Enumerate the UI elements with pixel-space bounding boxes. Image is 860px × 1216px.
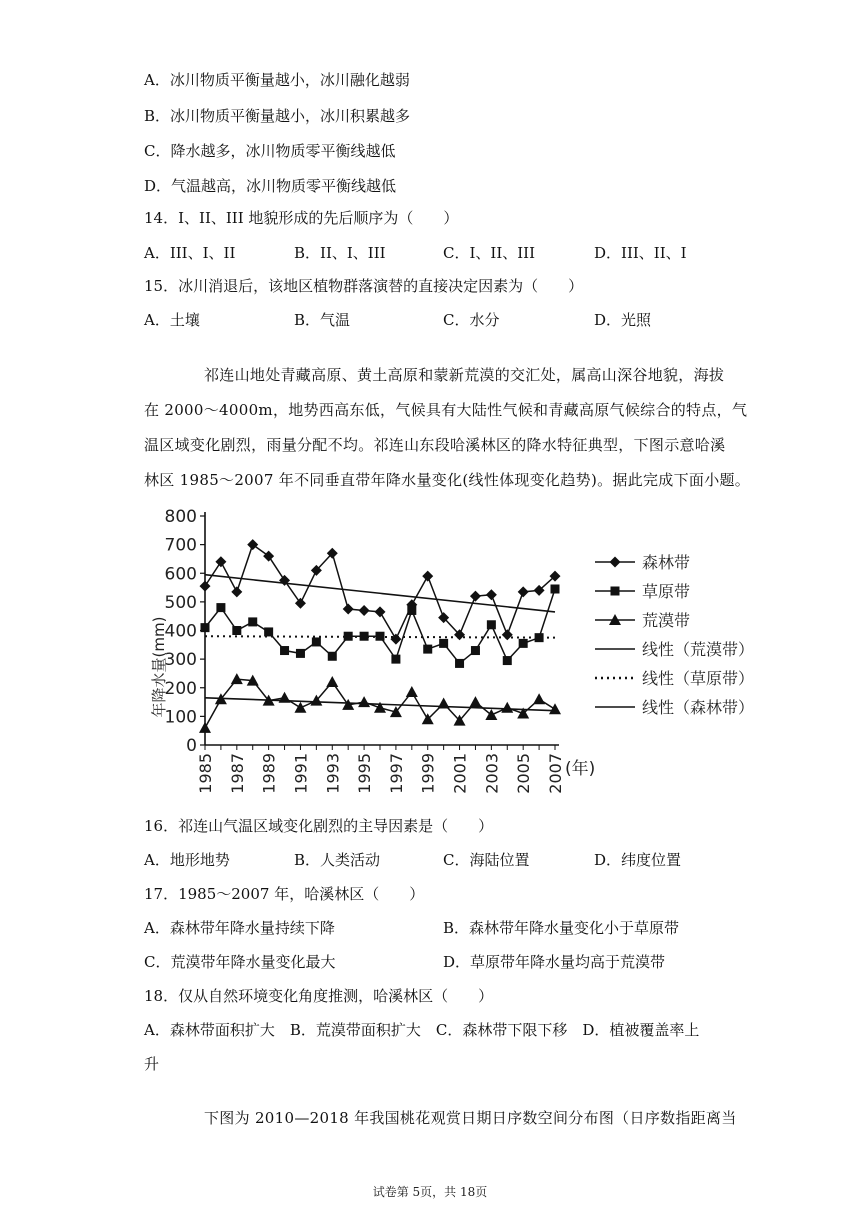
page-footer: 试卷第 5页，共 18页 <box>372 1185 488 1199</box>
y-tick-label: 0 <box>186 736 197 756</box>
q15-option-a: A．土壤 <box>144 311 200 329</box>
data-point <box>201 623 210 632</box>
q16-stem: 16．祁连山气温区域变化剧烈的主导因素是（ ） <box>144 817 494 835</box>
legend-label: 草原带 <box>642 582 691 601</box>
data-point <box>422 571 433 582</box>
x-tick-label: 2001 <box>450 753 470 794</box>
q14-option-c: C．I、II、III <box>443 244 536 262</box>
x-tick-label: 1985 <box>196 753 215 794</box>
next-passage-line: 下图为 2010—2018 年我国桃花观赏日期日序数空间分布图（日序数指距离当 <box>204 1109 737 1127</box>
data-point <box>264 627 273 636</box>
data-point <box>390 634 401 645</box>
x-tick-label: 1999 <box>418 753 438 794</box>
x-tick-label: 1993 <box>323 753 343 794</box>
data-point <box>469 696 481 707</box>
q14-stem: 14．I、II、III 地貌形成的先后顺序为（ ） <box>144 209 459 227</box>
x-tick-label: 2007 <box>546 753 565 794</box>
series-line <box>205 589 555 663</box>
q15-stem: 15．冰川消退后，该地区植物群落演替的直接决定因素为（ ） <box>144 277 584 295</box>
q17-option-d: D．草原带年降水量均高于荒漠带 <box>443 953 666 971</box>
data-point <box>279 692 291 703</box>
y-tick-label: 700 <box>164 535 197 556</box>
data-point <box>423 645 432 654</box>
passage-line-2: 在 2000～4000m，地势西高东低，气候具有大陆性气候和青藏高原气候综合的特点，气 <box>144 401 748 419</box>
q13-option-c: C．降水越多，冰川物质零平衡线越低 <box>144 142 396 160</box>
data-point <box>344 632 353 641</box>
data-point <box>359 605 370 616</box>
q14-option-a: A．III、I、II <box>144 244 236 262</box>
data-point <box>200 581 211 592</box>
data-point <box>294 702 306 713</box>
data-point <box>549 703 561 714</box>
q15-option-b: B．气温 <box>294 311 351 329</box>
data-point <box>296 649 305 658</box>
data-point <box>391 655 400 664</box>
x-tick-label: 1987 <box>227 753 247 794</box>
q17-option-a: A．森林带年降水量持续下降 <box>144 919 335 937</box>
y-tick-label: 200 <box>164 678 197 699</box>
precipitation-chart <box>150 500 760 810</box>
legend-label: 线性（森林带） <box>642 698 755 717</box>
q15-option-c: C．水分 <box>443 311 500 329</box>
data-point <box>375 606 386 617</box>
data-point <box>487 620 496 629</box>
q16-option-d: D．纬度位置 <box>594 851 682 869</box>
data-point <box>406 686 418 697</box>
q18-options: A．森林带面积扩大 B．荒漠带面积扩大 C．森林带下限下移 D．植被覆盖率上 <box>144 1021 700 1039</box>
q16-option-c: C．海陆位置 <box>443 851 530 869</box>
data-point <box>232 626 241 635</box>
chart-axes <box>165 507 565 794</box>
passage-line-4: 林区 1985～2007 年不同垂直带年降水量变化(线性体现变化趋势)。据此完成下面小题。 <box>144 471 751 489</box>
x-tick-label: 1997 <box>386 753 406 794</box>
data-point <box>486 589 497 600</box>
data-point <box>231 586 242 597</box>
chart-x-axis-label: (年) <box>565 759 596 779</box>
data-point <box>518 586 529 597</box>
x-tick-label: 1995 <box>355 753 375 794</box>
data-point <box>247 539 258 550</box>
y-tick-label: 100 <box>164 707 197 728</box>
data-point <box>439 639 448 648</box>
legend-marker <box>611 587 620 596</box>
q18-stem: 18．仅从自然环境变化角度推测，哈溪林区（ ） <box>144 987 494 1005</box>
data-point <box>438 697 450 708</box>
legend-marker <box>610 557 621 568</box>
data-point <box>216 603 225 612</box>
data-point <box>312 637 321 646</box>
q15-option-d: D．光照 <box>594 311 652 329</box>
data-point <box>326 676 338 687</box>
q17-option-b: B．森林带年降水量变化小于草原带 <box>443 919 680 937</box>
chart-trendlines <box>205 575 555 711</box>
data-point <box>376 632 385 641</box>
data-point <box>280 646 289 655</box>
data-point <box>360 632 369 641</box>
q16-option-b: B．人类活动 <box>294 851 381 869</box>
x-tick-label: 2005 <box>514 753 534 794</box>
q18-options-wrap: 升 <box>144 1055 160 1073</box>
data-point <box>470 591 481 602</box>
data-point <box>519 639 528 648</box>
x-tick-label: 2003 <box>482 753 502 794</box>
legend-label: 荒漠带 <box>642 611 691 630</box>
q13-option-b: B．冰川物质平衡量越小，冰川积累越多 <box>144 107 411 125</box>
data-point <box>455 659 464 668</box>
q17-option-c: C．荒漠带年降水量变化最大 <box>144 953 336 971</box>
trendline <box>205 575 555 612</box>
q13-option-a: A．冰川物质平衡量越小，冰川融化越弱 <box>144 71 410 89</box>
passage-line-3: 温区域变化剧烈，雨量分配不均。祁连山东段哈溪林区的降水特征典型，下图示意哈溪 <box>144 436 726 454</box>
data-point <box>248 617 257 626</box>
data-point <box>263 551 274 562</box>
y-tick-label: 800 <box>164 507 197 527</box>
legend-label: 森林带 <box>642 553 691 572</box>
q14-option-d: D．III、II、I <box>594 244 687 262</box>
passage-line-1: 祁连山地处青藏高原、黄土高原和蒙新荒漠的交汇处，属高山深谷地貌，海拔 <box>204 366 725 384</box>
data-point <box>199 722 211 733</box>
data-point <box>471 646 480 655</box>
chart-legend <box>595 553 754 717</box>
data-point <box>501 702 513 713</box>
legend-label: 线性（荒漠带） <box>642 640 755 659</box>
x-tick-label: 1991 <box>291 753 311 794</box>
chart-y-axis-label: 年降水量(mm) <box>150 616 168 718</box>
data-point <box>231 673 243 684</box>
data-point <box>551 584 560 593</box>
data-point <box>358 696 370 707</box>
y-tick-label: 600 <box>164 564 197 585</box>
data-point <box>343 604 354 615</box>
y-tick-label: 400 <box>164 621 197 642</box>
data-point <box>407 606 416 615</box>
q16-option-a: A．地形地势 <box>144 851 230 869</box>
data-point <box>503 656 512 665</box>
data-point <box>533 693 545 704</box>
q17-stem: 17．1985～2007 年，哈溪林区（ ） <box>144 885 425 903</box>
q13-option-d: D．气温越高，冰川物质零平衡线越低 <box>144 177 397 195</box>
data-point <box>295 598 306 609</box>
y-tick-label: 500 <box>164 592 197 613</box>
legend-label: 线性（草原带） <box>642 669 755 688</box>
y-tick-label: 300 <box>164 650 197 671</box>
q14-option-b: B．II、I、III <box>294 244 386 262</box>
data-point <box>328 652 337 661</box>
data-point <box>535 633 544 642</box>
data-point <box>215 556 226 567</box>
data-point <box>502 629 513 640</box>
x-tick-label: 1989 <box>259 753 279 794</box>
